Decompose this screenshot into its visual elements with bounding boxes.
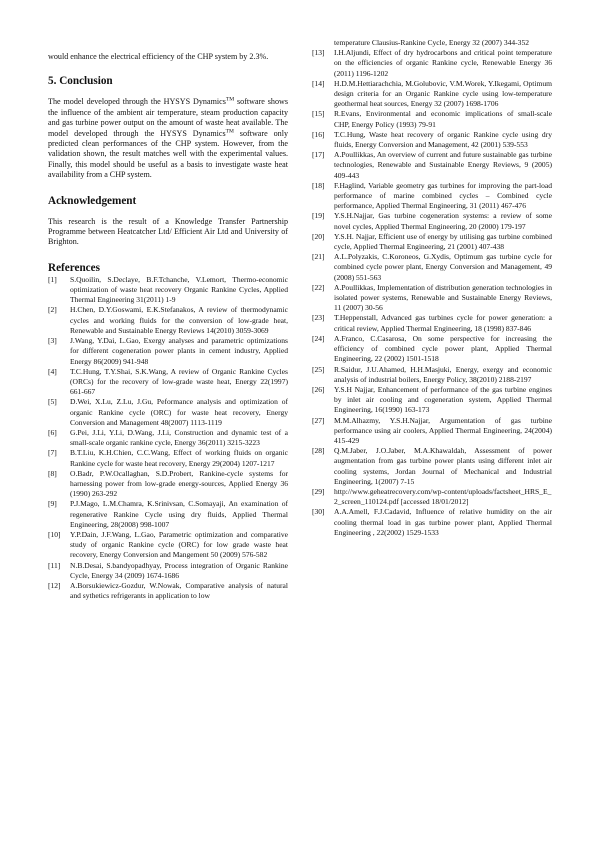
acknowledgement-paragraph: This research is the result of a Knowledge Transfer Partnership Programme between Heatcatcher Ltd/ Efficient Air Ltd and University of Brighton. xyxy=(48,216,288,247)
reference-item xyxy=(48,397,288,428)
reference-item xyxy=(312,487,552,507)
reference-text: T.C.Hung, Waste heat recovery of organic Rankine cycle using dry fluids, Energy Conversion and Management, 42 (2001) 539-553 xyxy=(334,129,552,150)
reference-text: I.H.Aljundi, Effect of dry hydrocarbons and critical point temperature on the efficiencies of organic Rankine cycle, Renewable Energy 36 (2011) 1196-1202 xyxy=(334,48,552,78)
reference-number: [7] xyxy=(48,448,57,458)
reference-text: G.Pei, J.Li, Y.Li, D.Wang, J.Li, Construction and dynamic test of a small-scale organic rankine cycle, Energy 36(2011) 3215-3223 xyxy=(70,427,288,448)
reference-text: M.M.Alhazmy, Y.S.H.Najjar, Argumentation of gas turbine performance using air coolers, Applied Thermal Engineering, 24(2004) 415-429 xyxy=(334,415,552,445)
reference-number: [29] xyxy=(312,486,325,496)
reference-item xyxy=(48,469,288,500)
reference-text: S.Quoilin, S.Declaye, B.F.Tchanche, V.Lemort, Thermo-economic optimization of waste heat recovery Organic Rankine Cycles, Applied Thermal Engineering 31(2011) 1-9 xyxy=(70,274,288,305)
reference-item xyxy=(312,385,552,416)
reference-link-text[interactable]: http://www.geheatrecovery.com/wp-content/uploads/factsheet_HRS_E_2_screen_110124.pdf [accessed 18/01/2012] xyxy=(334,486,552,507)
reference-text: A.Borsukiewicz-Gozdur, W.Nowak, Comparative analysis of natural and sythetics refrigerants in application to low xyxy=(70,580,288,601)
reference-item xyxy=(312,79,552,110)
reference-text: A.Franco, C.Casarosa, On some perspective for increasing the efficiency of combined cycle power plant, Applied Thermal Engineering, 22 (2002) 1501-1518 xyxy=(334,333,552,364)
conclusion-text-c: software only predicted clean performances of the CHP system. However, from the validation shown, the result matches well with the experimental values. Finally, this model should be useful as a basis to investigate waste heat availability from a CHP system. xyxy=(48,128,288,180)
acknowledgement-heading: Acknowledgement xyxy=(48,194,137,207)
reference-number: [28] xyxy=(312,446,325,456)
reference-number: [27] xyxy=(312,415,325,425)
reference-item xyxy=(312,109,552,129)
reference-number: [20] xyxy=(312,231,325,241)
reference-item xyxy=(312,181,552,212)
reference-text: Y.S.H.Najjar, Gas turbine cogeneration systems: a review of some novel cycles, Applied Thermal Engineering, 20 (2000) 179-197 xyxy=(334,211,552,231)
reference-item xyxy=(312,313,552,333)
reference-number: [9] xyxy=(48,499,57,509)
reference-item xyxy=(48,305,288,336)
reference-number: [4] xyxy=(48,366,57,376)
reference-text: H.D.M.Hettiarachchia, M.Golubovic, V.M.Worek, Y.Ikegami, Optimum design criteria for an Organic Rankine cycle using low-temperature geothermal heat sources, Energy 32 (2007) 1698-1706 xyxy=(334,78,552,109)
conclusion-heading: 5. Conclusion xyxy=(48,75,113,88)
reference-item xyxy=(48,428,288,448)
reference-number: [15] xyxy=(312,109,325,119)
reference-item xyxy=(48,336,288,367)
reference-number: [6] xyxy=(48,427,57,437)
reference-item xyxy=(48,530,288,561)
reference-number: [5] xyxy=(48,397,57,407)
reference-item xyxy=(312,446,552,487)
reference-item xyxy=(48,448,288,468)
reference-item xyxy=(312,48,552,79)
reference-number: [10] xyxy=(48,529,61,539)
reference-continuation xyxy=(312,38,552,48)
reference-item xyxy=(312,416,552,447)
reference-number: [12] xyxy=(48,580,61,590)
reference-text: A.L.Polyzakis, C.Koroneos, G.Xydis, Optimum gas turbine cycle for combined cycle power plant, Energy Conversion and Management, 49 (2008) 551-563 xyxy=(334,252,552,282)
reference-text: Y.S.H. Najjar, Efficient use of energy by utilising gas turbine combined cycle, Applied Thermal Engineering, 21 (2001) 407-438 xyxy=(334,231,552,252)
reference-text: A.A.Amell, F.J.Cadavid, Influence of relative humidity on the air cooling thermal load in gas turbine power plant, Applied Thermal Engineering , 22(2002) 1529-1533 xyxy=(334,507,552,537)
reference-number: [1] xyxy=(48,274,57,284)
reference-text: J.Wang, Y.Dai, L.Gao, Exergy analyses and parametric optimizations for different cogeneration power plants in cement industry, Applied Energy 86(2009) 941-948 xyxy=(70,336,288,366)
reference-item xyxy=(48,275,288,306)
reference-number: [13] xyxy=(312,48,325,58)
reference-number: [30] xyxy=(312,507,325,517)
reference-text: H.Chen, D.Y.Goswami, E.K.Stefanakos, A review of thermodynamic cycles and working fluids for the conversion of low-grade heat, Renewable and Sustainable Energy Reviews 14(2010) 3059-3069 xyxy=(70,305,288,335)
reference-item xyxy=(312,283,552,314)
reference-item xyxy=(312,252,552,283)
conclusion-text-a: The model developed through the HYSYS Dynamics xyxy=(48,97,226,107)
conclusion-text-b: software shows the influence of the ambient air temperature, steam production capacity and gas turbine power output on the amount of waste heat available. The model developed through the HYSYS Dynamics xyxy=(48,97,288,138)
intro-paragraph: would enhance the electrical efficiency of the CHP system by 2.3%. xyxy=(48,52,269,61)
reference-item xyxy=(312,334,552,365)
reference-text: R.Evans, Environmental and economic implications of small-scale CHP, Energy Policy (1993) 79-91 xyxy=(334,109,552,129)
reference-item xyxy=(48,581,288,601)
reference-number: [16] xyxy=(312,129,325,139)
reference-number: [22] xyxy=(312,282,325,292)
reference-item xyxy=(312,507,552,538)
reference-text: B.T.Liu, K.H.Chien, C.C.Wang, Effect of working fluids on organic Rankine cycle for waste heat recovery, Energy 29(2004) 1207-1217 xyxy=(70,448,288,468)
reference-item xyxy=(312,232,552,252)
reference-list-left xyxy=(48,275,288,602)
reference-text: Y.P.Dain, J.F.Wang, L.Gao, Parametric optimization and comparative study of organic Rankine cycle (ORC) for low grade waste heat recovery, Energy Conversion and Mangement 50 (2009) 576-582 xyxy=(70,529,288,560)
trademark-mark-1: TM xyxy=(225,96,235,103)
reference-number: [8] xyxy=(48,468,57,478)
reference-text: temperature Clausius-Rankine Cycle, Energy 32 (2007) 344-352 xyxy=(334,38,529,47)
reference-text: D.Wei, X.Lu, Z.Lu, J.Gu, Peformance analysis and optimization of organic Rankine cycle (ORC) for waste heat recovery, Energy Conversion and Management 48(2007) 1113-1119 xyxy=(70,397,288,427)
reference-text: T.C.Hung, T.Y.Shai, S.K.Wang, A review of Organic Rankine Cycles (ORCs) for the recovery of low-grade waste heat, Energy 22(1997) 661-667 xyxy=(70,366,288,397)
reference-item xyxy=(312,365,552,385)
reference-number: [18] xyxy=(312,180,325,190)
reference-text: Y.S.H Najjar, Enhancement of performance of the gas turbine engines by inlet air cooling and cogeneration system, Applied Thermal Engineering, 16(1990) 163-173 xyxy=(334,384,552,415)
right-column xyxy=(312,38,552,538)
reference-item xyxy=(48,499,288,530)
reference-number: [17] xyxy=(312,150,325,160)
trademark-mark-2: TM xyxy=(225,127,234,134)
reference-number: [11] xyxy=(48,560,61,570)
reference-text: P.J.Mago, L.M.Chamra, K.Srinivsan, C.Somayaji, An examination of regenerative Rankine Cycle using dry fluids, Applied Thermal Engineering, 28(2008) 998-1007 xyxy=(70,499,288,529)
reference-item xyxy=(312,211,552,231)
reference-text: R.Saidur, J.U.Ahamed, H.H.Masjuki, Energy, exergy and economic analysis of industrial boilers, Energy Policy, 38(2010) 2188-2197 xyxy=(334,364,552,384)
reference-text: N.B.Desai, S.bandyopadhyay, Process integration of Organic Rankine Cycle, Energy 34 (2009) 1674-1686 xyxy=(70,560,288,580)
reference-text: T.Heppenstall, Advanced gas turbines cycle for power generation: a critical review, Applied Thermal Engineering, 18 (1998) 837-846 xyxy=(334,313,552,333)
reference-number: [2] xyxy=(48,305,57,315)
reference-text: F.Haglind, Variable geometry gas turbines for improving the part-load performance of marine combined cycles – Combined cycle performance, Applied Thermal Engineering, 31 (2011) 467-476 xyxy=(334,180,552,211)
reference-number: [3] xyxy=(48,336,57,346)
references-heading: References xyxy=(48,261,100,274)
reference-item xyxy=(312,130,552,150)
reference-text: A.Poullikkas, Implementation of distribution generation technologies in isolated power systems, Renewable and Sustainable Energy Reviews, 11 (2007) 30-56 xyxy=(334,282,552,313)
conclusion-paragraph xyxy=(48,97,288,180)
reference-text: O.Badr, P.W.Ocallaghan, S.D.Probert, Rankine-cycle systems for harnessing power from low-grade energy-sources, Applied Energy 36 (1990) 263-292 xyxy=(70,468,288,499)
reference-item xyxy=(48,367,288,398)
reference-number: [24] xyxy=(312,333,325,343)
reference-text: Q.M.Jaber, J.O.Jaber, M.A.Khawaldah, Assessment of power augmentation from gas turbine power plants using different inlet air cooling systems, Jordan Journal of Mechanical and Industrial Engineering, 1(2007) 7-15 xyxy=(334,446,552,486)
reference-number: [14] xyxy=(312,78,325,88)
left-column xyxy=(48,52,288,601)
reference-text: A.Poullikkas, An overview of current and future sustainable gas turbine technologies, Renewable and Sustainable Energy Reviews, 9 (2005) 409-443 xyxy=(334,150,552,180)
reference-list-right xyxy=(312,38,552,538)
reference-item xyxy=(48,561,288,581)
reference-item xyxy=(312,150,552,181)
reference-number: [21] xyxy=(312,252,325,262)
reference-number: [26] xyxy=(312,384,325,394)
reference-number: [25] xyxy=(312,364,325,374)
reference-number: [23] xyxy=(312,313,325,323)
reference-number: [19] xyxy=(312,211,325,221)
